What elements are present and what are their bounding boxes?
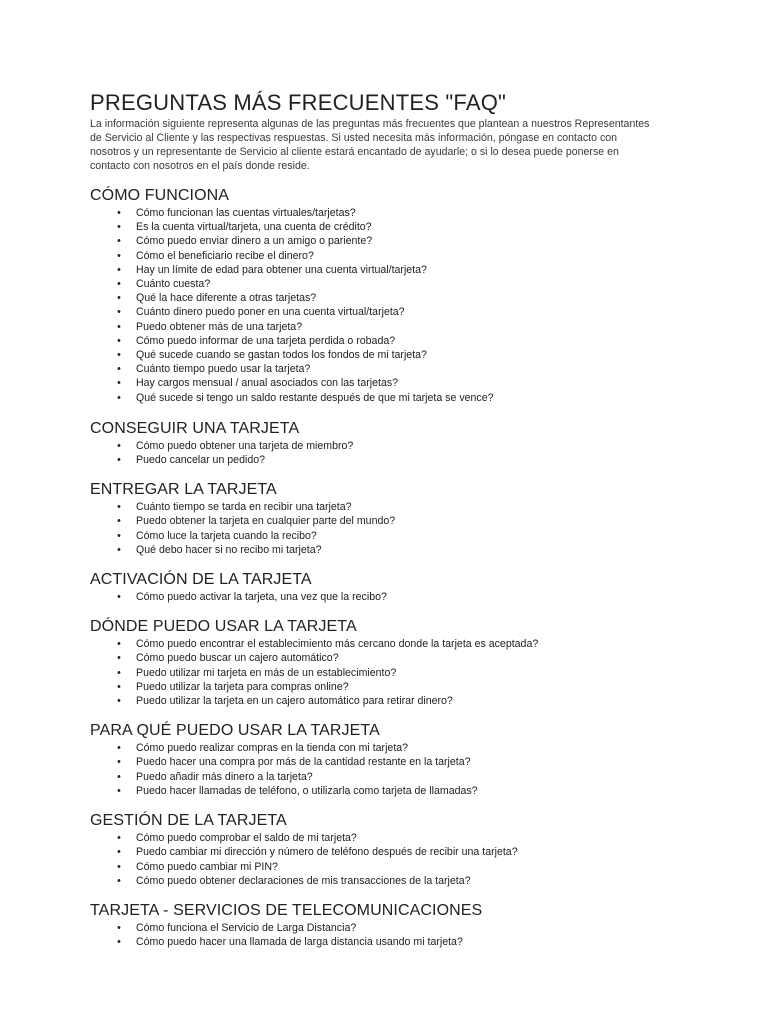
page-title: PREGUNTAS MÁS FRECUENTES "FAQ" <box>90 90 507 115</box>
question-item[interactable] <box>114 935 690 949</box>
question-item[interactable] <box>114 453 690 467</box>
question-item[interactable] <box>114 637 690 651</box>
question-text: Cómo puedo encontrar el establecimiento más cercano donde la tarjeta es aceptada? <box>136 638 539 651</box>
question-text: Qué debo hacer si no recibo mi tarjeta? <box>136 543 322 556</box>
question-text: Cuánto dinero puedo poner en una cuenta virtual/tarjeta? <box>136 306 405 319</box>
question-text: Es la cuenta virtual/tarjeta, una cuenta de crédito? <box>136 221 372 234</box>
bullet-icon: • <box>117 784 121 797</box>
intro-paragraph: La información siguiente representa algunas de las preguntas más frecuentes que plantean a nuestros Representantes de Servicio al Cliente y las respectivas respuestas. Si usted necesita más información, póngase en contacto con nosotros y un representante de Servicio al cliente estará encantado de ayudarle; o si lo desea puede ponerse en contacto con nosotros en el país donde reside. <box>90 118 650 172</box>
question-text: Puedo obtener la tarjeta en cualquier parte del mundo? <box>136 515 396 528</box>
faq-section <box>90 901 690 949</box>
question-text: Puedo añadir más dinero a la tarjeta? <box>136 770 313 783</box>
faq-section <box>90 811 690 888</box>
bullet-icon: • <box>117 832 121 845</box>
section-heading: CÓMO FUNCIONA <box>90 187 230 204</box>
bullet-icon: • <box>117 638 121 651</box>
faq-section <box>90 617 690 708</box>
question-item[interactable] <box>114 334 690 348</box>
bullet-icon: • <box>117 349 121 362</box>
question-item[interactable] <box>114 500 690 514</box>
bullet-icon: • <box>117 695 121 708</box>
bullet-icon: • <box>117 529 121 542</box>
question-item[interactable] <box>114 590 690 604</box>
faq-section <box>90 721 690 798</box>
bullet-icon: • <box>117 543 121 556</box>
question-item[interactable] <box>114 376 690 390</box>
question-text: Cómo puedo informar de una tarjeta perdida o robada? <box>136 334 396 347</box>
faq-section <box>90 419 690 467</box>
bullet-icon: • <box>117 278 121 291</box>
bullet-icon: • <box>117 680 121 693</box>
bullet-icon: • <box>117 439 121 452</box>
question-item[interactable] <box>114 543 690 557</box>
question-item[interactable] <box>114 291 690 305</box>
bullet-icon: • <box>117 320 121 333</box>
question-item[interactable] <box>114 845 690 859</box>
question-item[interactable] <box>114 680 690 694</box>
question-text: Qué la hace diferente a otras tarjetas? <box>136 292 317 305</box>
question-item[interactable] <box>114 391 690 405</box>
bullet-icon: • <box>117 742 121 755</box>
question-item[interactable] <box>114 755 690 769</box>
question-text: Cómo puedo obtener una tarjeta de miembro? <box>136 439 354 452</box>
question-item[interactable] <box>114 666 690 680</box>
bullet-icon: • <box>117 263 121 276</box>
faq-section <box>90 186 690 405</box>
question-text: Cómo puedo enviar dinero a un amigo o pariente? <box>136 235 373 248</box>
question-item[interactable] <box>114 263 690 277</box>
bullet-icon: • <box>117 306 121 319</box>
question-item[interactable] <box>114 651 690 665</box>
bullet-icon: • <box>117 292 121 305</box>
section-heading: DÓNDE PUEDO USAR LA TARJETA <box>90 618 357 636</box>
bullet-icon: • <box>117 936 121 949</box>
question-list <box>90 831 690 888</box>
question-item[interactable] <box>114 831 690 845</box>
bullet-icon: • <box>117 874 121 887</box>
section-heading: PARA QUÉ PUEDO USAR LA TARJETA <box>90 722 380 740</box>
question-item[interactable] <box>114 694 690 708</box>
question-item[interactable] <box>114 860 690 874</box>
question-text: Cómo puedo hacer una llamada de larga distancia usando mi tarjeta? <box>136 936 463 949</box>
bullet-icon: • <box>117 363 121 376</box>
bullet-icon: • <box>117 501 121 514</box>
question-text: Cómo puedo buscar un cajero automático? <box>136 652 339 665</box>
question-text: Puedo cambiar mi dirección y número de teléfono después de recibir una tarjeta? <box>136 846 518 859</box>
question-list <box>90 741 690 798</box>
question-item[interactable] <box>114 439 690 453</box>
bullet-icon: • <box>117 921 121 934</box>
question-list <box>90 439 690 467</box>
question-list <box>90 590 690 604</box>
question-item[interactable] <box>114 784 690 798</box>
section-heading: ACTIVACIÓN DE LA TARJETA <box>90 571 312 589</box>
question-text: Cuánto tiempo puedo usar la tarjeta? <box>136 363 311 376</box>
faq-section <box>90 570 690 604</box>
question-item[interactable] <box>114 320 690 334</box>
question-text: Cómo puedo comprobar el saldo de mi tarjeta? <box>136 832 357 845</box>
question-text: Cuánto cuesta? <box>136 278 211 291</box>
question-text: Cómo puedo cambiar mi PIN? <box>136 860 278 873</box>
question-item[interactable] <box>114 277 690 291</box>
faq-section <box>90 480 690 557</box>
question-text: Cuánto tiempo se tarda en recibir una tarjeta? <box>136 501 352 514</box>
question-text: Puedo obtener más de una tarjeta? <box>136 320 303 333</box>
question-text: Hay un límite de edad para obtener una cuenta virtual/tarjeta? <box>136 263 427 276</box>
question-item[interactable] <box>114 249 690 263</box>
question-item[interactable] <box>114 529 690 543</box>
bullet-icon: • <box>117 207 121 219</box>
question-text: Cómo el beneficiario recibe el dinero? <box>136 249 314 262</box>
question-text: Puedo hacer llamadas de teléfono, o utilizarla como tarjeta de llamadas? <box>136 784 478 797</box>
question-text: Puedo utilizar la tarjeta en un cajero automático para retirar dinero? <box>136 695 453 708</box>
section-heading: CONSEGUIR UNA TARJETA <box>90 419 300 437</box>
bullet-icon: • <box>117 652 121 665</box>
bullet-icon: • <box>117 770 121 783</box>
question-item[interactable] <box>114 348 690 362</box>
question-item[interactable] <box>114 741 690 755</box>
bullet-icon: • <box>117 756 121 769</box>
bullet-icon: • <box>117 860 121 873</box>
question-text: Puedo utilizar mi tarjeta en más de un establecimiento? <box>136 666 397 679</box>
bullet-icon: • <box>117 515 121 528</box>
question-item[interactable] <box>114 770 690 784</box>
question-text: Puedo hacer una compra por más de la cantidad restante en la tarjeta? <box>136 756 471 769</box>
question-item[interactable] <box>114 305 690 319</box>
question-item[interactable] <box>114 874 690 888</box>
bullet-icon: • <box>117 846 121 859</box>
question-list <box>90 500 690 557</box>
question-text: Puedo cancelar un pedido? <box>136 454 265 467</box>
question-item[interactable] <box>114 514 690 528</box>
faq-sections <box>90 186 690 949</box>
question-text: Cómo puedo realizar compras en la tienda con mi tarjeta? <box>136 742 409 755</box>
question-list <box>90 637 690 708</box>
question-text: Cómo puedo obtener declaraciones de mis transacciones de la tarjeta? <box>136 874 471 887</box>
question-text: Cómo funciona el Servicio de Larga Distancia? <box>136 921 357 934</box>
question-text: Cómo luce la tarjeta cuando la recibo? <box>136 529 317 542</box>
question-text: Qué sucede cuando se gastan todos los fondos de mi tarjeta? <box>136 349 427 362</box>
question-text: Hay cargos mensual / anual asociados con las tarjetas? <box>136 377 399 390</box>
section-heading: ENTREGAR LA TARJETA <box>90 481 277 499</box>
bullet-icon: • <box>117 666 121 679</box>
question-item[interactable] <box>114 234 690 248</box>
question-text: Qué sucede si tengo un saldo restante después de que mi tarjeta se vence? <box>136 391 494 404</box>
question-item[interactable] <box>114 206 690 220</box>
question-text: Cómo puedo activar la tarjeta, una vez que la recibo? <box>136 591 387 604</box>
bullet-icon: • <box>117 235 121 248</box>
question-text: Puedo utilizar la tarjeta para compras online? <box>136 680 349 693</box>
bullet-icon: • <box>117 334 121 347</box>
section-heading: TARJETA - SERVICIOS DE TELECOMUNICACIONES <box>90 901 483 919</box>
question-item[interactable] <box>114 220 690 234</box>
faq-document <box>90 90 690 949</box>
section-heading: GESTIÓN DE LA TARJETA <box>90 812 287 830</box>
question-list <box>90 921 690 949</box>
bullet-icon: • <box>117 391 121 404</box>
bullet-icon: • <box>117 591 121 604</box>
question-item[interactable] <box>114 921 690 935</box>
question-list <box>90 206 690 405</box>
question-item[interactable] <box>114 362 690 376</box>
question-text: Cómo funcionan las cuentas virtuales/tarjetas? <box>136 207 356 219</box>
bullet-icon: • <box>117 249 121 262</box>
bullet-icon: • <box>117 221 121 234</box>
bullet-icon: • <box>117 454 121 467</box>
bullet-icon: • <box>117 377 121 390</box>
